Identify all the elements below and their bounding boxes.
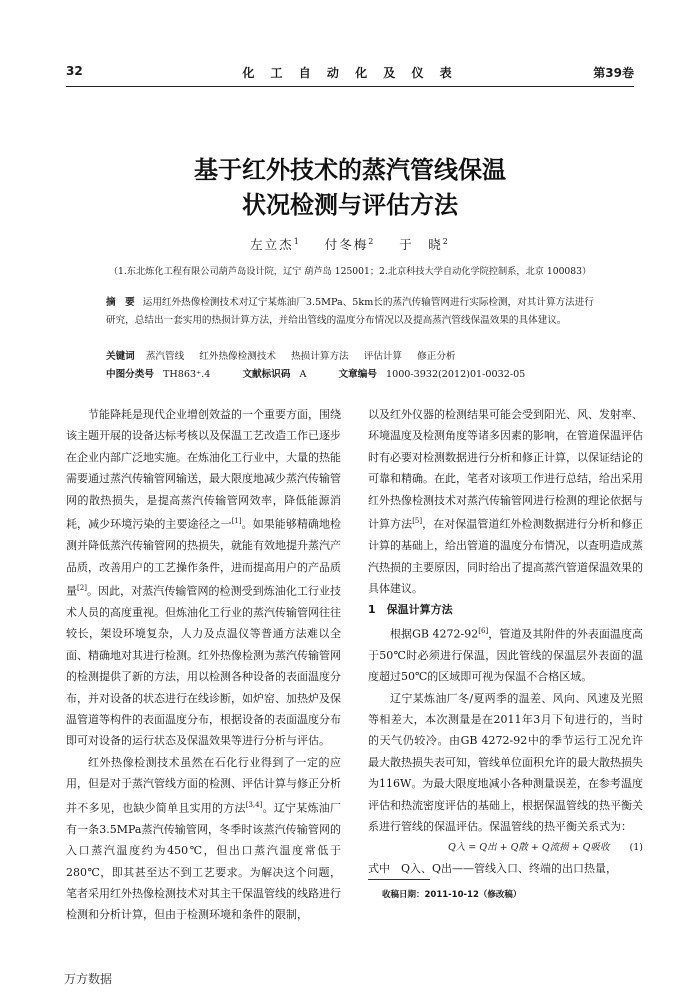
equation-number: (1): [629, 842, 643, 854]
equation-where: 式中 Q入、Q出——管线入口、终端的出口热量，: [368, 862, 618, 876]
paragraph: 红外热像检测技术虽然在石化行业得到了一定的应用，但是对于蒸汽管线方面的检测、评估计算与修正分析并不多见，也缺少简单且实用的方法[3,4]。辽宁某炼油厂有一条3.5MPa蒸汽传输管网，冬季时该蒸汽传输管网的入口蒸汽温度约为450℃，但出口蒸汽温度常低于280℃，即其甚至达不到工艺要求。为解决这个问题，笔者采用红外热像检测技术对其主干保温管线的线路进行检测和分析计算，但由于检测环境和条件的限制，: [66, 755, 341, 922]
abstract-label: 摘 要: [106, 297, 135, 308]
keywords-label: 关键词: [106, 351, 135, 362]
running-header: [66, 64, 634, 87]
citation: [3,4]: [245, 800, 263, 809]
citation: [5]: [412, 517, 423, 526]
body-left-column: [66, 404, 341, 926]
keywords: [106, 348, 596, 362]
abstract-text: 运用红外热像检测技术对辽宁某炼油厂3.5MPa、5km长的蒸汽传输管网进行实际检测，对其计算方法进行研究，总结出一套实用的热损计算方法，并给出管线的温度分布情况以及提高蒸汽管线保温效果的具体建议。: [106, 297, 594, 326]
equation-expression: Q入 = Q出 + Q散 + Q流损 + Q吸收: [448, 842, 610, 854]
paragraph: 节能降耗是现代企业增创效益的一个重要方面，围绕该主题开展的设备达标考核以及保温工艺改造工作已逐步在企业内部广泛地实施。在炼油化工行业中，大量的热能需要通过蒸汽传输管网输送，最大限度地减少蒸汽传输管网的散热损失，是提高蒸汽传输管网效率，降低能源消耗，减少环境污染的主要途径之一[1]。如果能够精确地检测并降低蒸汽传输管网的热损失，就能有效地提升蒸汽产品质，改善用户的工艺操作条件，进而提高用户的产品质量[2]。因此，对蒸汽传输管网的检测受到炼油化工行业技术人员的高度重视。但炼油化工行业的蒸汽传输管网往往较长，架设环境复杂，人力及点温仪等普通方法难以全面、精确地对其进行检测。红外热像检测为蒸汽传输管网的检测提供了新的方法，用以检测各种设备的表面温度分布，并对设备的状态进行在线诊断，如炉窑、加热炉及保温管道等构件的表面温度分布，根据设备的表面温度分布即可对设备的运行状态及保温效果等进行分析与评估。: [66, 408, 342, 748]
citation: [2]: [77, 583, 87, 592]
article-id-label: 文章编号: [338, 369, 377, 380]
author-list: [66, 235, 634, 253]
body-right-column: [368, 404, 643, 880]
title-line-1: 基于红外技术的蒸汽管线保温: [194, 156, 506, 184]
volume-label: 第39卷: [593, 66, 634, 80]
author-1: 左立杰: [250, 237, 294, 252]
author-3-affil: 2: [442, 236, 450, 246]
classification-line: [106, 366, 596, 380]
journal-name: 化 工 自 动 化 及 仪 表: [242, 66, 458, 80]
paragraph: 根据GB 4272-92[6]，管道及其附件的外表面温度高于50℃时必须进行保温，因此管线的保温层外表面的温度超过50℃的区域即可视为保温不合格区域。: [368, 626, 644, 684]
citation: [6]: [478, 626, 489, 635]
equation: [368, 837, 643, 858]
received-date-footnote: 收稿日期：2011-10-12（修改稿）: [382, 890, 522, 900]
source-watermark: 万方数据: [64, 972, 113, 986]
author-2-affil: 2: [368, 236, 376, 246]
paragraph: 辽宁某炼油厂冬/夏两季的温差、风向、风速及光照等相差大，本次测量是在2011年3月下旬进行的，当时的天气仍较冷。由GB 4272-92中的季节运行工况允许最大散热损失表可知，管线单位面积允许的最大散热损失为116W。为最大限度地减小各种测量误差，在参考温度评估和热流密度评估的基础上，根据保温管线的热平衡关系进行管线的保温评估。保温管线的热平衡关系式为：: [368, 691, 643, 834]
author-2: 付冬梅: [324, 237, 369, 252]
keyword-item: 红外热像检测技术: [199, 351, 277, 362]
author-3: 于 晓: [399, 237, 443, 252]
doc-code-value: A: [299, 369, 307, 380]
keyword-item: 评估计算: [363, 351, 403, 362]
keyword-item: 蒸汽管线: [145, 351, 185, 362]
author-1-affil: 1: [293, 236, 301, 246]
section-heading: 1 保温计算方法: [368, 603, 453, 617]
keyword-item: 修正分析: [417, 351, 456, 362]
doc-code-label: 文献标识码: [242, 369, 291, 380]
clc-value: TH863⁺.4: [163, 369, 211, 380]
keyword-item: 热损计算方法: [291, 351, 349, 362]
citation: [1]: [231, 517, 242, 526]
clc-label: 中图分类号: [106, 369, 154, 380]
affiliation: （1.东北炼化工程有限公司葫芦岛设计院，辽宁 葫芦岛 125001；2.北京科技大学自动化学院控制系，北京 100083）: [108, 266, 592, 277]
paragraph: 以及红外仪器的检测结果可能会受到阳光、风、发射率、环境温度及检测角度等诸多因素的影响，在管道保温评估时有必要对检测数据进行分析和修正计算，以保证结论的可靠和精确。在此，笔者对该项工作进行总结，给出采用红外热像检测技术对蒸汽传输管网进行检测的理论依据与计算方法[5]，在对保温管道红外检测数据进行分析和修正计算的基础上，给出管道的温度分布情况，以查明造成蒸汽热损的主要原因，同时给出了提高蒸汽管道保温效果的具体建议。: [368, 408, 644, 595]
page-number: 32: [66, 64, 83, 78]
abstract: [106, 294, 596, 329]
title-line-2: 状况检测与评估方法: [242, 191, 458, 219]
footnote-rule: [368, 879, 430, 880]
article-id-value: 1000-3932(2012)01-0032-05: [385, 369, 526, 380]
